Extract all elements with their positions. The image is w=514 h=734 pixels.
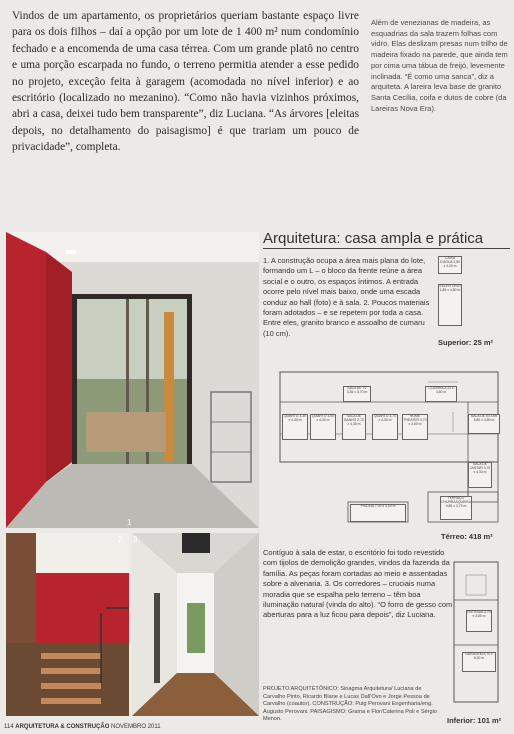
corridor-illustration xyxy=(132,533,259,716)
room-quarto-2: QUARTO 3,40 x 4,30 m xyxy=(310,414,336,440)
photo-hall xyxy=(6,232,259,528)
section-heading: Arquitetura: casa ampla e prática xyxy=(263,230,484,247)
magazine-name: ARQUITETURA & CONSTRUÇÃO xyxy=(15,724,110,730)
room-terraco: TERRAÇO CHURRASQUEIRA 4,85 x 3,75 m xyxy=(440,496,472,520)
room-sala-de-jantar: SALA DE JANTAR 3,75 x 4,00 m xyxy=(468,462,492,488)
room-home-theater: HOME THEATER 3,70 x 3,60 m xyxy=(402,414,428,440)
room-sala-de-estar: SALA DE ESTAR 6,80 x 4,80 m xyxy=(468,414,500,434)
room-escritorio: ESCRITÓRIO 1,85 x 4,80 m xyxy=(438,284,462,326)
plan-label-terreo: Térreo: 418 m² xyxy=(441,532,493,541)
plan-label-superior: Superior: 25 m² xyxy=(438,338,494,347)
main-paragraph: Vindos de um apartamento, os proprietários queriam bastante espaço livre para os dois filhos – daí a opção por um lote de 1 400 m² num condomínio fechado e a encomenda de uma casa térrea. Com um grande platô no centro e uma porção escarpada no fundo, o terreno permitia atender a esse pedido no projeto, exceção feita à garagem (acomodada no nível inferior) e ao escritório (localizado no mezanino). “Como não havia vizinhos próximos, abri a casa, deixei tudo bem transparente”, diz Luciana. “As árvores [eleitas depois, no detalhamento do paisagismo] é que trariam um pouco de privacidade”, completa. xyxy=(12,10,359,154)
page-number: 114 xyxy=(4,724,14,730)
inferior-plan-lines xyxy=(452,560,500,710)
sidebar-caption: Além de venezianas de madeira, as esquadrias da sala trazem folhas com vidro. Elas deslizam presas num trilho de madeira fixado na parede, que ainda tem por cima uma tábua de freijó, levemente inclinada. “É como uma sanca”, diz a arquiteta. A lareira leva base de granito Santa Cecília, coifa e dutos de cobre (da Lareiras Nova Era). xyxy=(371,18,508,113)
photo-number-2: 2 xyxy=(118,535,123,544)
photo-corridor xyxy=(132,533,259,716)
room-garagem: GARAGEM 5,70 x 6,20 m xyxy=(462,652,496,672)
room-quarto-3: QUARTO 3,70 x 4,30 m xyxy=(372,414,398,440)
main-article-text xyxy=(12,8,359,156)
section-text-1: 1. A construção ocupa a área mais plana do lote, formando um L – o bloco da frente reúne a área social e o outro, os espaços íntimos. A entrada ocorre pelo nível mais baixo, onde uma escada conduz ao hall (foto) e à sala. 2. Poucos materiais foram adotados – e se repetem por toda a casa. Entre eles, granito branco e assoalho de cumaru (10 cm). xyxy=(263,256,430,338)
photo-number-1: 1 xyxy=(127,518,132,527)
room-caixa-dagua: CAIXA D'ÁGUA 2,80 x 4,00 m xyxy=(438,256,462,274)
page-footer xyxy=(4,724,161,730)
room-quarto-1: QUARTO 3,30 x 4,30 m xyxy=(282,414,308,440)
room-cozinha: COZINHA 3,22 x 3,60 m xyxy=(425,386,457,402)
room-sala-de-tv: SALA DE TV 3,36 x 3,70 m xyxy=(343,386,371,402)
hall-illustration xyxy=(6,232,259,528)
office-illustration xyxy=(6,533,129,716)
room-sala-de-banho: SALA DE BANHO 2,70 x 4,35 m xyxy=(342,414,366,440)
plan-label-inferior: Inferior: 101 m² xyxy=(447,716,502,725)
section-text-2: Contíguo à sala de estar, o escritório foi todo revestido com tijolos de demolição grandes, vindos da fazenda da família. As peças foram cortadas ao meio e assentadas sobre a alvenaria. 3. Os corredores – cruciais numa moradia que se espalha pelo terreno – têm boa iluminação natural (vinda do alto). “O forro de gesso com aberturas para a luz ficou para depois”, diz Luciana. xyxy=(263,548,453,620)
issue-date: NOVEMBRO 2011 xyxy=(111,724,161,730)
heading-rule xyxy=(263,248,510,249)
project-credits: PROJETO ARQUITETÔNICO: Sinagma Arquitetura/ Luciana de Carvalho Pinto, Ricardo Blane e Lucas Dall'Ovo e Jorge Pessoa de Carvalho (coautor). CONSTRUÇÃO: Puig Perovani Engenharia/eng. Augusto Perovani. PAISAGISMO: Grama e Flor/Caterina Poli e Sérgio Menon. xyxy=(263,686,437,723)
photo-number-3: 3 xyxy=(133,535,138,544)
photo-office xyxy=(6,533,129,716)
room-entrada: ENTRADA 3,70 x 3,80 m xyxy=(466,610,492,632)
room-piscina: PISCINA 7,00 x 3,00 m xyxy=(350,504,406,522)
